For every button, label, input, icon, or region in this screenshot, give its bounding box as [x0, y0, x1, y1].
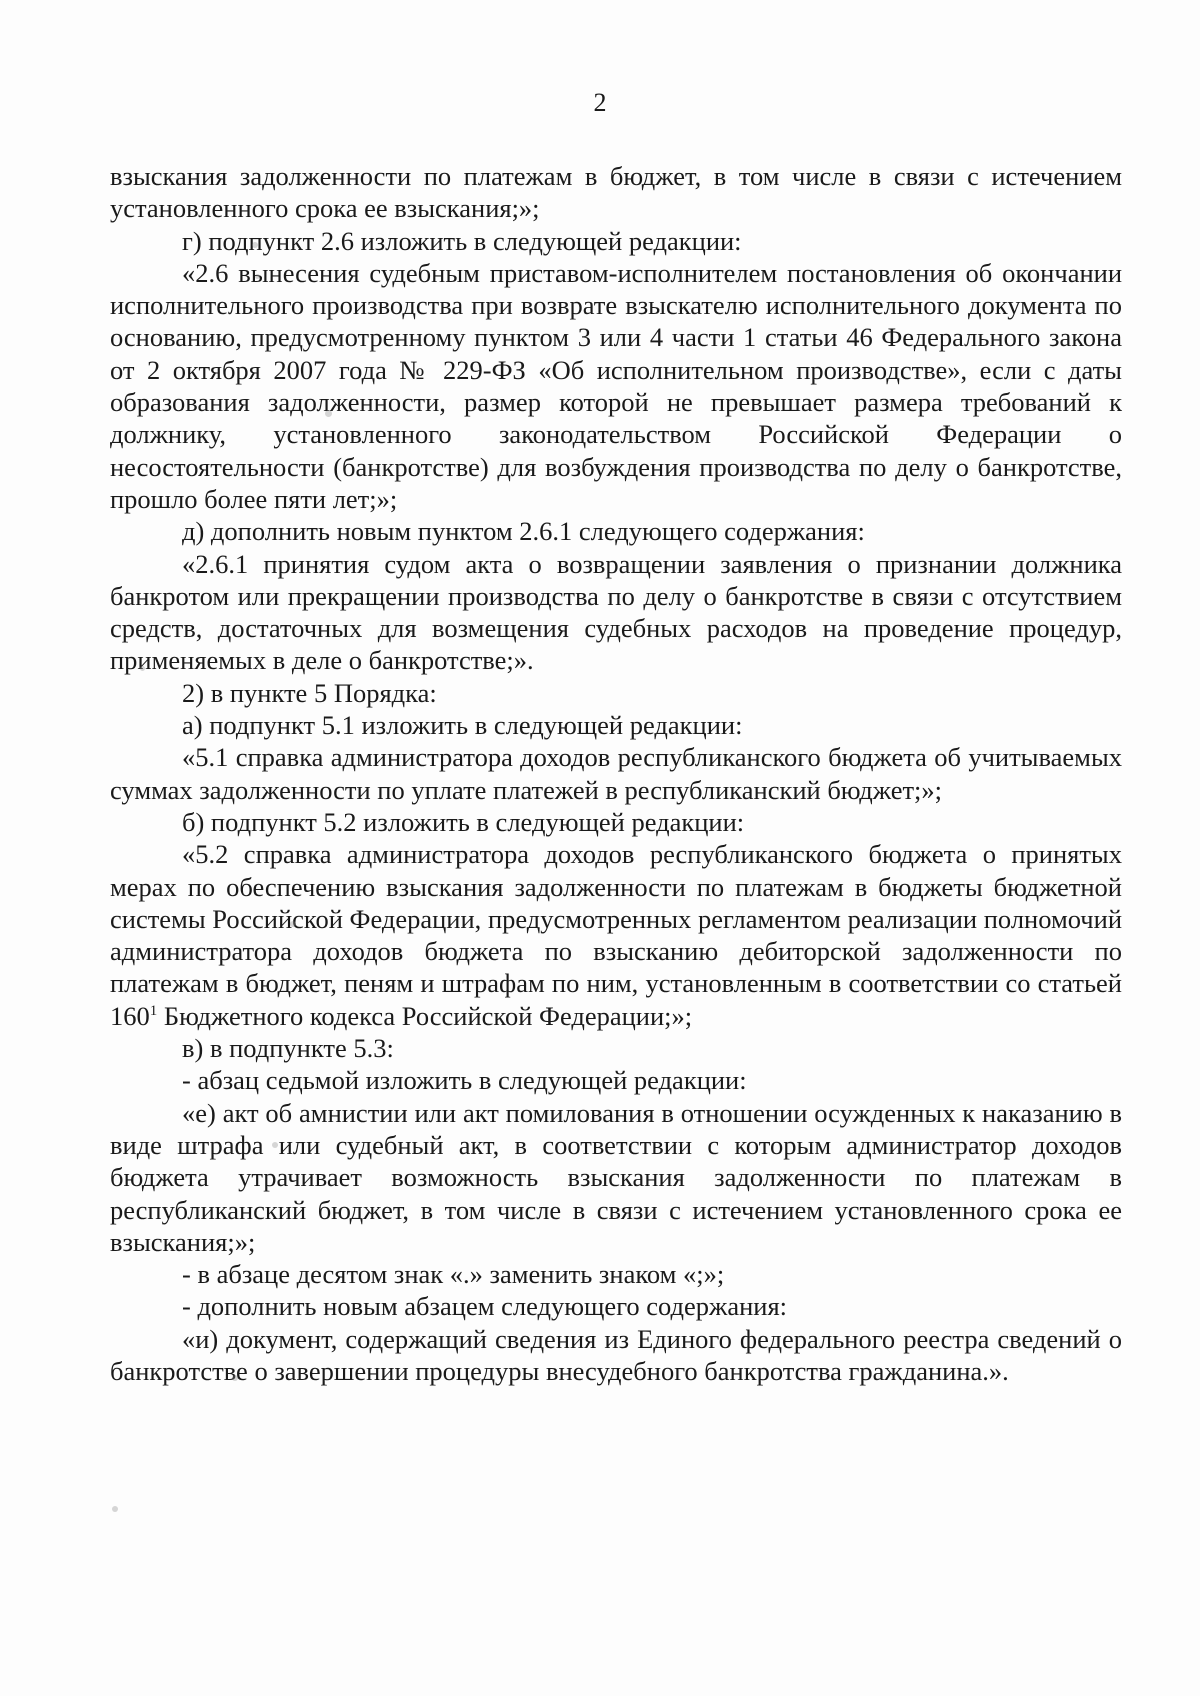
paragraph-quote-e: «е) акт об амнистии или акт помилования в отношении осужденных к наказанию в виде штрафа или судебный акт, в соответствии с которым администратор доходов бюджета утрачивает возможность взыскания задолженности по платежам в республиканский бюджет, в том числе в связи с истечением установленного срока ее взыскания;»; [110, 1097, 1122, 1257]
paragraph-item-v: в) в подпункте 5.3: [182, 1033, 394, 1064]
quote-5-2-text-before: «5.2 справка администратора доходов республиканского бюджета о принятых мерах по обеспечению взыскания задолженности по платежам в бюджеты бюджетной системы Российской Федерации, предусмотренных регламентом реализации полномочий администратора доходов бюджета по взысканию дебиторской задолженности по платежам в бюджет, пеням и штрафам по ним, установленным в соответствии со статьей 160 [110, 839, 1122, 1031]
paragraph-point-2: 2) в пункте 5 Порядка: [182, 677, 437, 708]
scan-speck [272, 1142, 278, 1148]
scan-speck [112, 1506, 118, 1512]
paragraph-dash-new: - дополнить новым абзацем следующего содержания: [182, 1291, 788, 1322]
paragraph-item-g: г) подпункт 2.6 изложить в следующей редакции: [182, 225, 742, 256]
scan-speck [252, 242, 258, 248]
scan-speck [140, 666, 145, 671]
document-body [110, 160, 1122, 1387]
quote-5-2-text-after: Бюджетного кодекса Российской Федерации;»; [157, 1000, 693, 1031]
paragraph-item-a: а) подпункт 5.1 изложить в следующей редакции: [182, 710, 743, 741]
paragraph-item-d: д) дополнить новым пунктом 2.6.1 следующего содержания: [182, 516, 865, 547]
scan-speck [232, 1375, 238, 1381]
scan-speck [290, 921, 296, 927]
paragraph-dash-tenth: - в абзаце десятом знак «.» заменить знаком «;»; [182, 1259, 725, 1290]
paragraph-quote-2-6: «2.6 вынесения судебным приставом-исполнителем постановления об окончании исполнительного производства при возврате взыскателю исполнительного документа по основанию, предусмотренному пунктом 3 или 4 части 1 статьи 46 Федерального закона от 2 октября 2007 года № 229-ФЗ «Об исполнительном производстве», если с даты образования задолженности, размер которой не превышает размера требований к должнику, установленного законодательством Российской Федерации о несостоятельности (банкротстве) для возбуждения производства по делу о банкротстве, прошло более пяти лет;»; [110, 257, 1122, 514]
paragraph-continuation: взыскания задолженности по платежам в бюджет, в том числе в связи с истечением установленного срока ее взыскания;»; [110, 161, 1122, 224]
paragraph-dash-seventh: - абзац седьмой изложить в следующей редакции: [182, 1065, 747, 1096]
paragraph-quote-5-1: «5.1 справка администратора доходов республиканского бюджета об учитываемых суммах задолженности по уплате платежей в республиканский бюджет;»; [110, 742, 1122, 805]
page-number: 2 [593, 88, 607, 117]
paragraph-quote-i: «и) документ, содержащий сведения из Единого федерального реестра сведений о банкротстве о завершении процедуры внесудебного банкротства гражданина.». [110, 1323, 1122, 1386]
scan-speck [255, 274, 260, 279]
scan-speck [325, 410, 332, 417]
superscript-mark: 1 [149, 1002, 158, 1019]
paragraph-item-b: б) подпункт 5.2 изложить в следующей редакции: [182, 806, 745, 837]
paragraph-quote-5-2 [110, 838, 1122, 1032]
paragraph-quote-2-6-1: «2.6.1 принятия судом акта о возвращении заявления о признании должника банкротом или прекращении производства по делу о банкротстве в связи с отсутствием средств, достаточных для возмещения судебных расходов на проведение процедур, применяемых в деле о банкротстве;». [110, 548, 1122, 676]
